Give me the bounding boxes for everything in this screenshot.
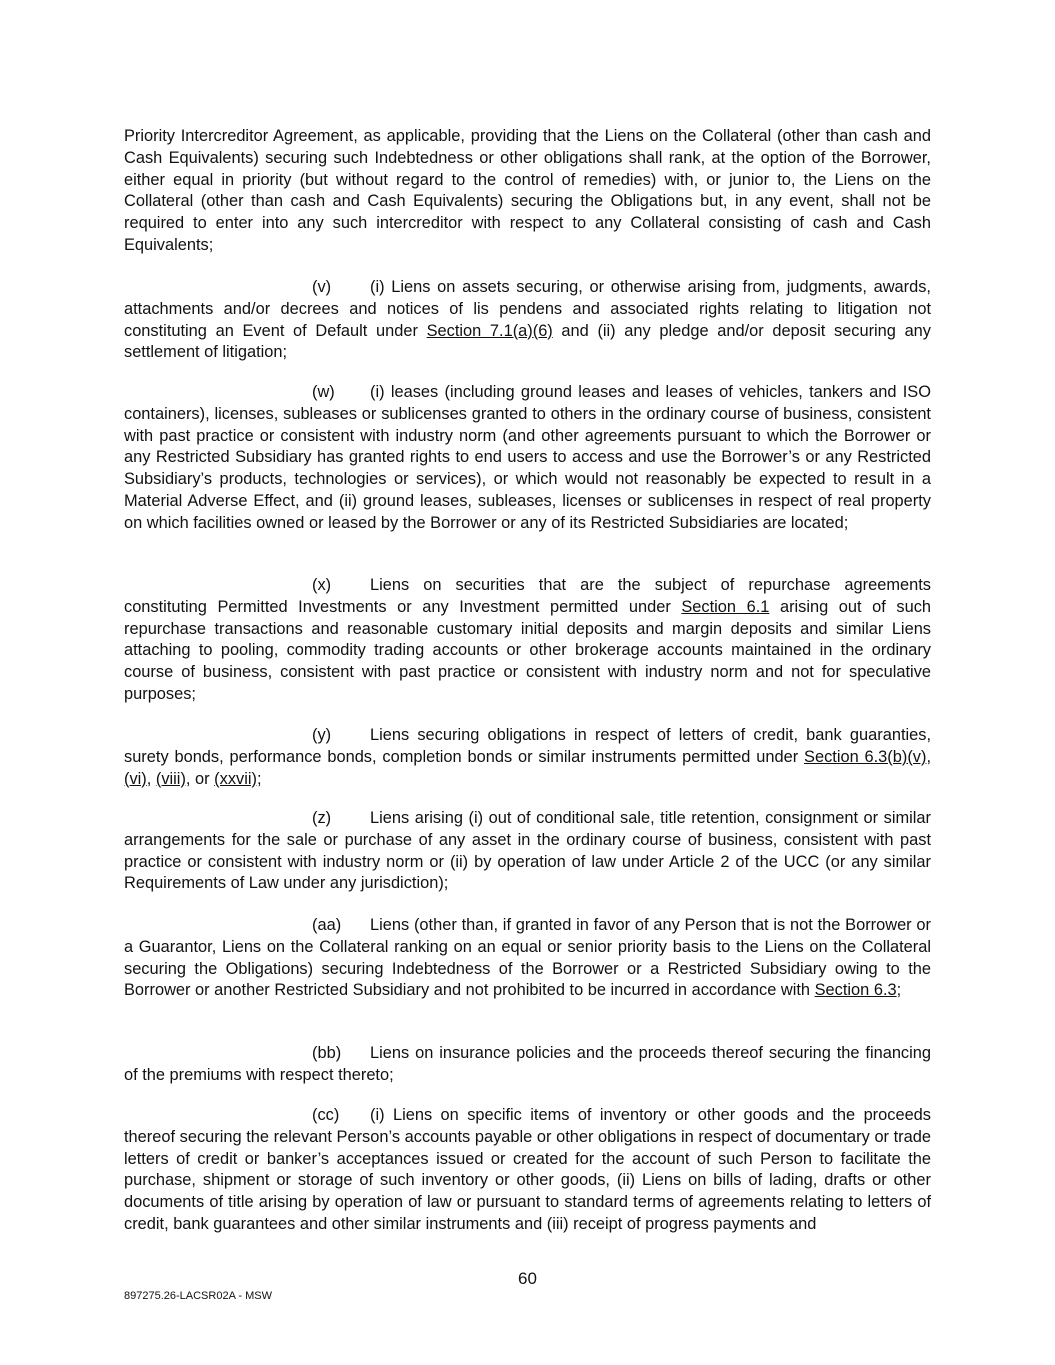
clause-text: Liens arising (i) out of conditional sale, title retention, consignment or similar arrangements for the sale or purchase of any asset in the ordinary course of business, consistent with past practice or consistent with industry norm or (ii) by operation of law under Article 2 of the UCC (or any similar Requirements of Law under any jurisdiction); (124, 809, 931, 893)
clause-label: (aa) (312, 916, 342, 934)
clause-text: ; (896, 981, 902, 1000)
paragraph-continuation (124, 126, 931, 257)
page-number: 60 (518, 1269, 537, 1288)
section-reference: Section 6.1 (681, 597, 770, 616)
clause-label: (v) (312, 278, 332, 296)
clause-text: arising out of such repurchase transactions and reasonable customary initial deposits and margin deposits and similar Liens attaching to pooling, commodity trading accounts or other brokerage accounts maintained in the ordinary course of business, consistent with past practice or consistent with industry norm and not for speculative purposes; (124, 597, 932, 703)
clause-bb (124, 1043, 931, 1087)
clause-text: Liens on securities that are the subject of repurchase agreements constituting Permitted Investments or any Investment permitted under (124, 576, 931, 616)
clause-text: Liens securing obligations in respect of letters of credit, bank guaranties, surety bonds, performance bonds, completion bonds or similar instruments permitted under (124, 726, 931, 766)
document-id: 897275.26-LACSR02A - MSW (124, 1290, 272, 1302)
section-reference: (xxvii) (214, 769, 257, 788)
clause-v (124, 277, 931, 364)
clause-z (124, 808, 931, 895)
clause-x (124, 575, 931, 706)
clause-text: Liens on insurance policies and the proceeds thereof securing the financing of the premiums with respect thereto; (124, 1044, 931, 1084)
clause-text: (i) leases (including ground leases and leases of vehicles, tankers and ISO containers), licenses, subleases or sublicenses granted to others in the ordinary course of business, consistent with past practice or consistent with industry norm (and other agreements pursuant to which the Borrower or any Restricted Subsidiary has granted rights to end users to access and use the Borrower’s or any Restricted Subsidiary’s products, technologies or services), or which would not reasonably be expected to result in a Material Adverse Effect, and (ii) ground leases, subleases, licenses or sublicenses in respect of real property on which facilities owned or leased by the Borrower or any of its Restricted Subsidiaries are located; (124, 383, 931, 532)
clause-y: (y) Liens securing obligations in respect of letters of credit, bank guaranties, surety bonds, performance bonds, completion bonds or similar instruments permitted under Section 6.3(b)(v), (vi), (viii), or (xxvii); (124, 726, 932, 788)
clause-label: (y) (312, 726, 332, 744)
clause-label: (z) (312, 809, 332, 827)
section-reference: Section 6.3 (814, 981, 897, 1000)
clause-text: (i) Liens on specific items of inventory or other goods and the proceeds thereof securing the relevant Person’s accounts payable or other obligations in respect of documentary or trade letters of credit or banker’s acceptances issued or created for the account of such Person to facilitate the purchase, shipment or storage of such inventory or other goods, (ii) Liens on bills of lading, drafts or other documents of title arising by operation of law or pursuant to standard terms of agreements relating to letters of credit, bank guarantees and other similar instruments and (iii) receipt of progress payments and (124, 1106, 931, 1233)
clause-label: (x) (312, 576, 332, 594)
clause-w (124, 382, 931, 535)
clause-label: (bb) (312, 1044, 342, 1062)
clause-aa (124, 915, 931, 1002)
section-reference: (viii) (155, 769, 186, 788)
section-reference: Section 6.3(b)(v) (804, 747, 927, 766)
section-reference: (vi) (124, 769, 147, 788)
paragraph-text: Priority Intercreditor Agreement, as applicable, providing that the Liens on the Collateral (other than cash and Cash Equivalents) securing such Indebtedness or other obligations shall rank, at the option of the Borrower, either equal in priority (but without regard to the control of remedies) with, or junior to, the Liens on the Collateral (other than cash and Cash Equivalents) securing the Obligations but, in any event, shall not be required to enter into any such intercreditor with respect to any Collateral consisting of cash and Cash Equivalents; (124, 127, 931, 254)
clause-cc (124, 1105, 931, 1236)
section-reference: Section 7.1(a)(6) (426, 321, 553, 340)
clause-text: and (ii) any pledge and/or deposit securing any settlement of litigation; (124, 321, 931, 362)
clause-text: Liens (other than, if granted in favor of any Person that is not the Borrower or a Guarantor, Liens on the Collateral ranking on an equal or senior priority basis to the Liens on the Collateral securing the Obligations) securing Indebtedness of the Borrower or a Restricted Subsidiary owing to the Borrower or another Restricted Subsidiary and not prohibited to be incurred in accordance with (124, 916, 931, 1000)
clause-text: (i) Liens on assets securing, or otherwise arising from, judgments, awards, attachments and/or decrees and notices of lis pendens and associated rights relating to litigation not constituting an Event of Default under (124, 278, 931, 340)
clause-label: (w) (312, 383, 335, 401)
clause-label: (cc) (312, 1106, 340, 1124)
